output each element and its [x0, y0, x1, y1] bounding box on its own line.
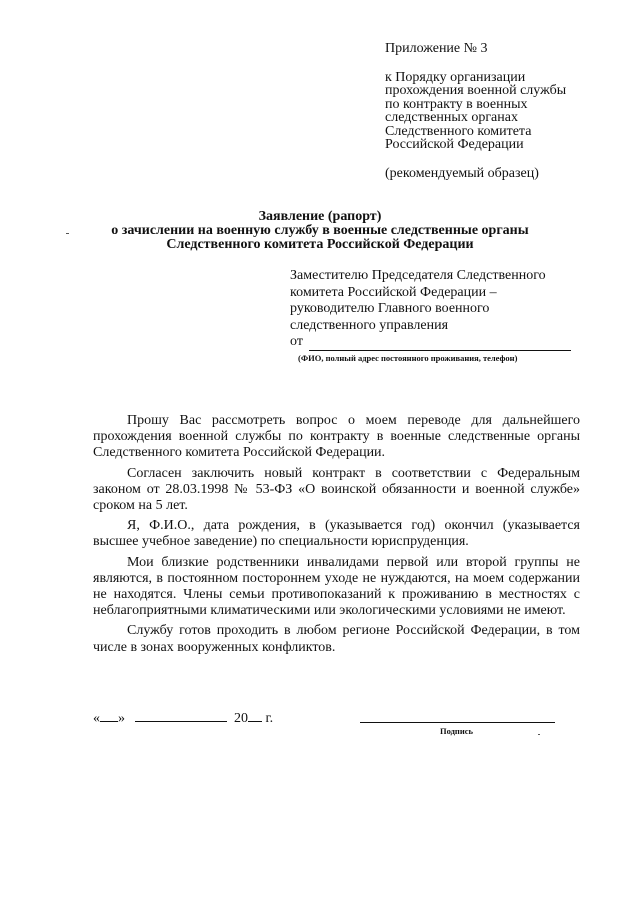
- body-paragraph: Прошу Вас рассмотреть вопрос о моем переводе для дальнейшего прохождения военной службы по контракту в военные следственные органы Следственного комитета Российской Федерации.: [93, 413, 580, 461]
- sample-note: (рекомендуемый образец): [385, 165, 539, 181]
- title-line: Заявление (рапорт): [258, 209, 382, 224]
- scan-speck: [538, 734, 540, 735]
- addressee-block: [290, 268, 580, 364]
- appendix-line: следственных органах: [385, 110, 518, 125]
- scan-speck: [66, 233, 69, 234]
- from-hint: (ФИО, полный адрес постоянного проживания, телефон): [298, 352, 518, 363]
- statement-body: [93, 413, 580, 660]
- year-prefix: 20: [234, 711, 248, 726]
- body-paragraph: Службу готов проходить в любом регионе Российской Федерации, в том числе в зонах вооруженных конфликтов.: [93, 623, 580, 655]
- addressee-line: следственного управления: [290, 317, 449, 333]
- signature-line[interactable]: [360, 722, 555, 723]
- date-field: [93, 710, 273, 727]
- date-open-quote: «: [93, 711, 100, 726]
- document-title: [70, 210, 570, 252]
- body-paragraph: Согласен заключить новый контракт в соответствии с Федеральным законом от 28.03.1998 № 53-ФЗ «О воинской обязанности и военной службе» сроком на 5 лет.: [93, 465, 580, 514]
- body-paragraph: Я, Ф.И.О., дата рождения, в (указывается год) окончил (указывается высшее учебное заведение) по специальности юриспруденция.: [93, 518, 580, 550]
- month-blank[interactable]: [135, 710, 227, 722]
- year-suffix: г.: [265, 711, 274, 726]
- appendix-line: Следственного комитета: [385, 123, 532, 139]
- date-close-quote: »: [118, 711, 125, 726]
- appendix-line: прохождения военной службы: [385, 83, 567, 98]
- day-blank[interactable]: [100, 710, 118, 722]
- addressee-line: руководителю Главного военного: [290, 301, 490, 316]
- addressee-line: Заместителю Председателя Следственного: [290, 268, 546, 283]
- year-blank[interactable]: [248, 710, 262, 722]
- appendix-line: к Порядку организации: [385, 69, 526, 85]
- body-paragraph: Мои близкие родственники инвалидами первой или второй группы не являются, в постоянном постороннем уходе не нуждаются, на моем содержании не находятся. Члены семьи противопоказаний к проживанию в местностях с неблагоприятными климатическими или экологическими условиями не имеют.: [93, 554, 580, 619]
- addressee-line: комитета Российской Федерации –: [290, 284, 497, 300]
- from-fill-line[interactable]: [309, 338, 571, 351]
- appendix-number: Приложение № 3: [385, 41, 488, 56]
- from-label: от: [290, 334, 303, 349]
- appendix-line: по контракту в военных: [385, 96, 528, 112]
- signature-label: Подпись: [440, 726, 473, 736]
- from-row: [290, 334, 580, 351]
- title-line: Следственного комитета Российской Федерации: [166, 237, 474, 252]
- appendix-header: [385, 42, 615, 180]
- appendix-line: Российской Федерации: [385, 137, 524, 152]
- title-line: о зачислении на военную службу в военные следственные органы: [111, 223, 529, 238]
